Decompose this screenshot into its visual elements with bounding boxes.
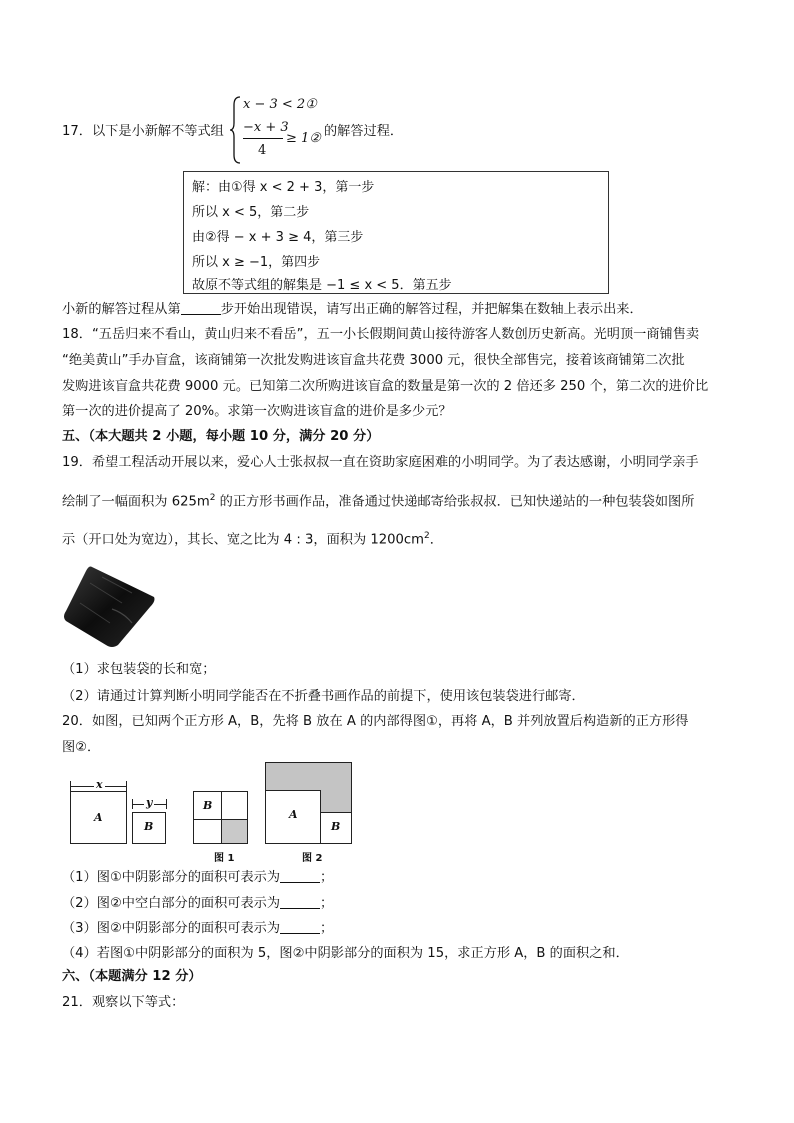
q19-line-2-sup: 2 — [209, 493, 216, 503]
q20-sub-1 — [62, 870, 333, 886]
solution-step-5: 故原不等式组的解集是 −1 ≤ x < 5．第五步 — [192, 278, 452, 293]
q20-sub-4: （4）若图①中阴影部分的面积为 5，图②中阴影部分的面积为 15，求正方形 A，B 的面积之和． — [62, 946, 629, 961]
y-label: y — [146, 796, 153, 809]
square-a-label: A — [94, 811, 103, 824]
q21-intro: 21．观察以下等式： — [62, 995, 185, 1010]
figure-1-vline — [221, 792, 222, 843]
answer-blank — [280, 921, 320, 934]
figure-2-a-label: A — [289, 808, 298, 821]
q20-sub-3a: （3）图②中阴影部分的面积可表示为 — [62, 921, 281, 936]
q20-sub-2b: ； — [320, 896, 334, 911]
q19-line-2a: 绘制了一幅面积为 625m — [62, 494, 210, 510]
system-brace — [230, 95, 242, 165]
q19-line-2b: 的正方形书画作品，准备通过快递邮寄给张叔叔．已知快递站的一种包装袋如图所 — [215, 494, 695, 510]
q17-intro: 17．以下是小新解不等式组 — [62, 124, 224, 139]
q19-line-2 — [62, 490, 694, 510]
q19-line-3a: 示（开口处为宽边），其长、宽之比为 4 : 3，面积为 1200cm — [62, 532, 424, 548]
solution-step-4: 所以 x ≥ −1，第四步 — [192, 255, 321, 270]
q20-sub-3 — [62, 921, 333, 937]
q19-sub-2: （2）请通过计算判断小明同学能否在不折叠书画作品的前提下，使用该包装袋进行邮寄． — [62, 689, 585, 704]
answer-blank — [181, 302, 221, 315]
section-6-heading: 六、（本题满分 12 分） — [62, 969, 202, 984]
q20-line-1: 20．如图，已知两个正方形 A，B，先将 B 放在 A 的内部得图①，再将 A，B 并列放置后构造新的正方形得 — [62, 714, 689, 729]
inequality-2-rhs: ≥ 1② — [286, 131, 321, 146]
x-label: x — [96, 778, 103, 791]
q19-line-3 — [62, 528, 443, 548]
q19-line-3b: ． — [429, 532, 443, 548]
q17-question-b: 步开始出现错误，请写出正确的解答过程，并把解集在数轴上表示出来． — [220, 302, 643, 317]
answer-blank — [280, 896, 320, 909]
q18-line-4: 第一次的进价提高了 20%。求第一次购进该盲盒的进价是多少元？ — [62, 404, 452, 419]
inequality-1: x − 3 < 2① — [243, 97, 317, 112]
q17-question-a: 小新的解答过程从第 — [62, 302, 181, 317]
q20-sub-2a: （2）图②中空白部分的面积可表示为 — [62, 896, 281, 911]
figure-2-caption: 图 2 — [302, 853, 323, 864]
q20-line-2: 图②． — [62, 740, 101, 755]
fraction-bar — [243, 138, 283, 139]
packaging-bag-image — [62, 563, 158, 649]
q18-line-3: 发购进该盲盒共花费 9000 元。已知第二次所购进该盲盒的数量是第一次的 2 倍还多 250 个，第二次的进价比 — [62, 379, 709, 394]
section-5-heading: 五、（本大题共 2 小题，每小题 10 分，满分 20 分） — [62, 429, 380, 444]
inequality-2-numerator: −x + 3 — [243, 120, 289, 135]
figure-1-hline — [194, 819, 247, 820]
q18-line-1: 18．“五岳归来不看山，黄山归来不看岳”，五一小长假期间黄山接待游客人数创历史新高。光明顶一商铺售卖 — [62, 327, 700, 342]
y-dimension-tick-right — [166, 799, 167, 809]
figure-2-b-label: B — [331, 820, 341, 833]
solution-step-2: 所以 x < 5，第二步 — [192, 205, 310, 220]
q19-line-3-sup: 2 — [424, 531, 430, 541]
q19-line-1: 19．希望工程活动开展以来，爱心人士张叔叔一直在资助家庭困难的小明同学。为了表达感谢，小明同学亲手 — [62, 455, 699, 470]
figure-1-b-label: B — [203, 799, 213, 812]
q20-sub-2 — [62, 896, 333, 912]
figure-1-shaded-corner — [222, 820, 247, 843]
q20-sub-1b: ； — [320, 870, 334, 885]
q19-sub-1: （1）求包装袋的长和宽； — [62, 662, 216, 677]
q17-question — [62, 302, 643, 318]
q17-tail: 的解答过程． — [324, 124, 404, 139]
answer-blank — [280, 870, 320, 883]
figure-1-caption: 图 1 — [214, 853, 235, 864]
inequality-2-denominator: 4 — [258, 143, 267, 158]
square-b-label: B — [144, 820, 154, 833]
solution-box — [183, 171, 609, 294]
solution-step-3: 由②得 − x + 3 ≥ 4，第三步 — [192, 230, 364, 245]
q20-sub-3b: ； — [320, 921, 334, 936]
y-dimension-tick-left — [132, 799, 133, 809]
x-dimension-tick-right — [126, 781, 127, 791]
q20-sub-1a: （1）图①中阴影部分的面积可表示为 — [62, 870, 281, 885]
x-dimension-tick-left — [70, 781, 71, 791]
solution-step-1: 解：由①得 x < 2 + 3，第一步 — [192, 180, 375, 195]
q18-line-2: “绝美黄山”手办盲盒，该商铺第一次批发购进该盲盒共花费 3000 元，很快全部售完，接着该商铺第二次批 — [62, 353, 685, 368]
